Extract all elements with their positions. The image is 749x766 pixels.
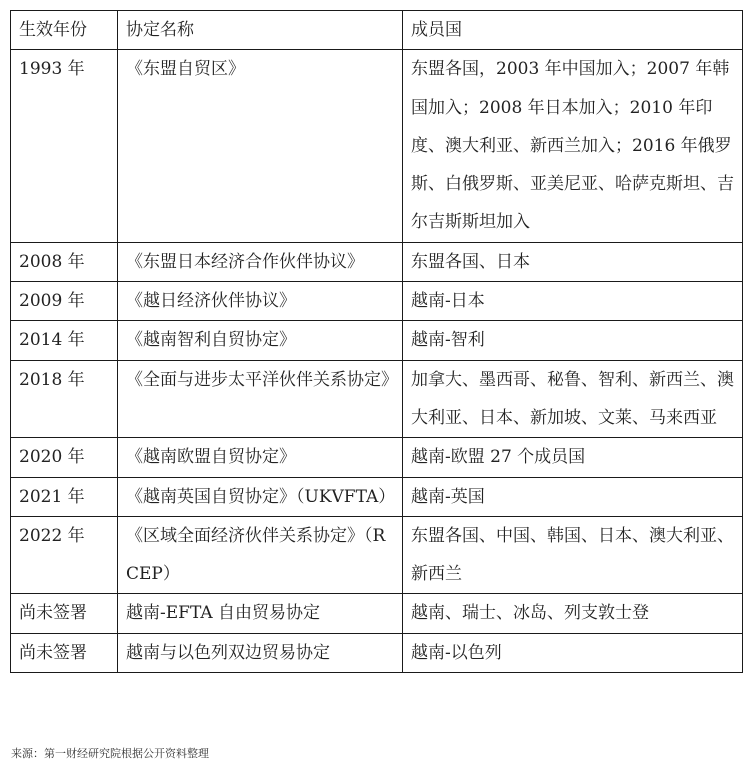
cell-agreement-name: 《全面与进步太平洋伙伴关系协定》 (118, 360, 403, 438)
table-body (11, 50, 743, 673)
header-year: 生效年份 (11, 11, 118, 50)
cell-members: 加拿大、墨西哥、秘鲁、智利、新西兰、澳大利亚、日本、新加坡、文莱、马来西亚 (403, 360, 743, 438)
cell-agreement-name: 《东盟自贸区》 (118, 50, 403, 242)
table-row (11, 321, 743, 360)
table-header (11, 11, 743, 50)
cell-agreement-name: 《越日经济伙伴协议》 (118, 282, 403, 321)
table-row (11, 477, 743, 516)
cell-members: 东盟各国、日本 (403, 242, 743, 281)
table-row (11, 282, 743, 321)
cell-agreement-name: 《越南智利自贸协定》 (118, 321, 403, 360)
table-row (11, 360, 743, 438)
header-row (11, 11, 743, 50)
cell-agreement-name: 《东盟日本经济合作伙伴协议》 (118, 242, 403, 281)
cell-members: 越南-英国 (403, 477, 743, 516)
table-row (11, 594, 743, 633)
cell-agreement-name: 《越南欧盟自贸协定》 (118, 438, 403, 477)
cell-members: 越南、瑞士、冰岛、列支敦士登 (403, 594, 743, 633)
cell-year: 2020 年 (11, 438, 118, 477)
table-row (11, 50, 743, 242)
cell-agreement-name: 越南与以色列双边贸易协定 (118, 633, 403, 672)
cell-agreement-name: 越南-EFTA 自由贸易协定 (118, 594, 403, 633)
cell-year: 2022 年 (11, 516, 118, 594)
cell-members: 东盟各国，2003 年中国加入；2007 年韩国加入；2008 年日本加入；2010 年印度、澳大利亚、新西兰加入；2016 年俄罗斯、白俄罗斯、亚美尼亚、哈萨克斯坦、吉尔吉斯斯坦加入 (403, 50, 743, 242)
table-row (11, 438, 743, 477)
cell-year: 2009 年 (11, 282, 118, 321)
table-row (11, 633, 743, 672)
cell-members: 越南-以色列 (403, 633, 743, 672)
table-row (11, 516, 743, 594)
cell-agreement-name: 《区域全面经济伙伴关系协定》（RCEP） (118, 516, 403, 594)
cell-members: 越南-智利 (403, 321, 743, 360)
cell-year: 尚未签署 (11, 633, 118, 672)
cell-year: 1993 年 (11, 50, 118, 242)
trade-agreements-table (10, 10, 743, 673)
cell-year: 2014 年 (11, 321, 118, 360)
cell-agreement-name: 《越南英国自贸协定》（UKVFTA） (118, 477, 403, 516)
cell-year: 2018 年 (11, 360, 118, 438)
header-agreement-name: 协定名称 (118, 11, 403, 50)
cell-year: 尚未签署 (11, 594, 118, 633)
cell-year: 2008 年 (11, 242, 118, 281)
cell-year: 2021 年 (11, 477, 118, 516)
cell-members: 东盟各国、中国、韩国、日本、澳大利亚、新西兰 (403, 516, 743, 594)
header-members: 成员国 (403, 11, 743, 50)
cell-members: 越南-日本 (403, 282, 743, 321)
source-note: 来源：第一财经研究院根据公开资料整理 (11, 747, 209, 760)
table-row (11, 242, 743, 281)
cell-members: 越南-欧盟 27 个成员国 (403, 438, 743, 477)
